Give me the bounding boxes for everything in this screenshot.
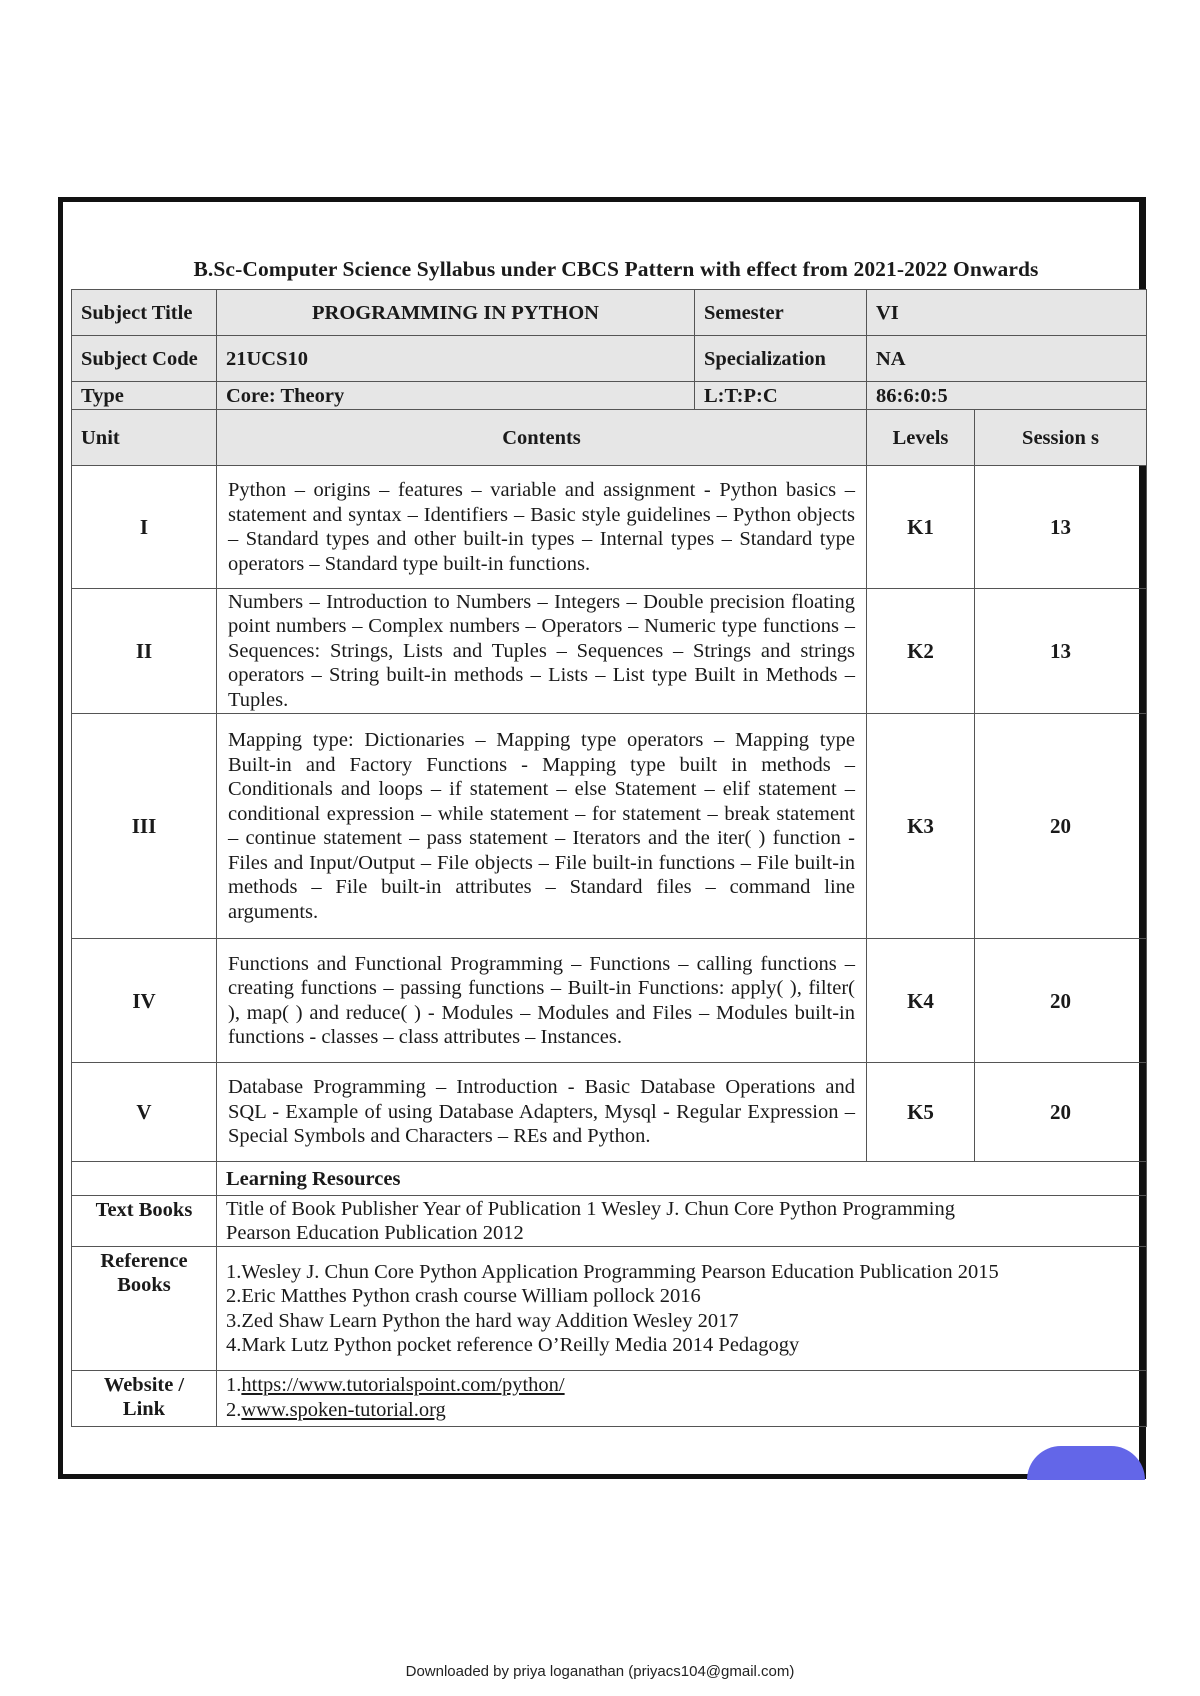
unit-row bbox=[72, 466, 1147, 589]
download-footer: Downloaded by priya loganathan (priyacs104@gmail.com) bbox=[405, 1663, 795, 1680]
ltpc-value: 86:6:0:5 bbox=[867, 382, 1147, 410]
subject-title-row bbox=[72, 290, 1147, 336]
website-link-item bbox=[226, 1373, 1137, 1398]
unit-contents: Numbers – Introduction to Numbers – Integers – Double precision floating point numbers – Complex numbers – Operators – Numeric type functions – Sequences: Strings, Lists and Tuples – Sequences – Strings and strings operators – String built-in methods – Lists – List type Built in Methods – Tuples. bbox=[217, 589, 867, 714]
website-label: Website / Link bbox=[72, 1371, 217, 1427]
unit-level: K5 bbox=[867, 1063, 975, 1162]
unit-sessions: 20 bbox=[975, 714, 1147, 939]
type-row bbox=[72, 382, 1147, 410]
unit-number: V bbox=[72, 1063, 217, 1162]
sessions-header: Session s bbox=[975, 410, 1147, 466]
subject-code-label: Subject Code bbox=[72, 336, 217, 382]
unit-number: II bbox=[72, 589, 217, 714]
unit-sessions: 20 bbox=[975, 939, 1147, 1063]
spoken-tutorial-link[interactable]: www.spoken-tutorial.org bbox=[241, 1398, 446, 1421]
website-row bbox=[72, 1371, 1147, 1427]
subject-title: PROGRAMMING IN PYTHON bbox=[217, 290, 695, 336]
decorative-blob bbox=[1027, 1446, 1145, 1480]
semester-label: Semester bbox=[695, 290, 867, 336]
text-books-label: Text Books bbox=[72, 1196, 217, 1247]
syllabus-frame bbox=[58, 197, 1146, 1479]
text-books-row bbox=[72, 1196, 1147, 1247]
reference-book-item: 1.Wesley J. Chun Core Python Application Programming Pearson Education Publication 2015 bbox=[226, 1260, 999, 1283]
ltpc-label: L:T:P:C bbox=[695, 382, 867, 410]
unit-row bbox=[72, 1063, 1147, 1162]
unit-number: III bbox=[72, 714, 217, 939]
subject-title-label: Subject Title bbox=[72, 290, 217, 336]
unit-sessions: 13 bbox=[975, 589, 1147, 714]
type-value: Core: Theory bbox=[217, 382, 695, 410]
unit-header: Unit bbox=[72, 410, 217, 466]
text-books-value bbox=[217, 1196, 1147, 1247]
contents-header: Contents bbox=[217, 410, 867, 466]
text-books-text: Title of Book Publisher Year of Publication 1 Wesley J. Chun Core Python Programming Pearson Education Publication 2012 bbox=[226, 1197, 955, 1244]
reference-books-label: Reference Books bbox=[72, 1247, 217, 1371]
unit-level: K4 bbox=[867, 939, 975, 1063]
syllabus-table bbox=[71, 289, 1147, 1427]
reference-book-item: 3.Zed Shaw Learn Python the hard way Addition Wesley 2017 bbox=[226, 1309, 739, 1332]
semester-value: VI bbox=[867, 290, 1147, 336]
reference-book-item: 4.Mark Lutz Python pocket reference O’Reilly Media 2014 Pedagogy bbox=[226, 1334, 800, 1356]
reference-book-item: 2.Eric Matthes Python crash course William pollock 2016 bbox=[226, 1285, 701, 1307]
unit-number: I bbox=[72, 466, 217, 589]
empty-cell bbox=[72, 1162, 217, 1196]
page-heading: B.Sc-Computer Science Syllabus under CBCS Pattern with effect from 2021-2022 Onwards bbox=[193, 257, 1039, 281]
subject-code-row bbox=[72, 336, 1147, 382]
website-prefix: 2. bbox=[226, 1398, 242, 1421]
reference-books-row bbox=[72, 1247, 1147, 1371]
unit-contents: Database Programming – Introduction - Basic Database Operations and SQL - Example of using Database Adapters, Mysql - Regular Expression – Special Symbols and Characters – REs and Python. bbox=[217, 1063, 867, 1162]
tutorialspoint-link[interactable]: https://www.tutorialspoint.com/python/ bbox=[241, 1374, 565, 1396]
unit-number: IV bbox=[72, 939, 217, 1063]
website-links bbox=[217, 1371, 1147, 1427]
unit-row bbox=[72, 589, 1147, 714]
learning-resources-row bbox=[72, 1162, 1147, 1196]
unit-level: K1 bbox=[867, 466, 975, 589]
unit-level: K2 bbox=[867, 589, 975, 714]
website-prefix: 1. bbox=[226, 1374, 242, 1396]
reference-books-list bbox=[217, 1247, 1147, 1371]
website-link-item bbox=[226, 1398, 1137, 1423]
specialization-value: NA bbox=[867, 336, 1147, 382]
contents-header-row bbox=[72, 410, 1147, 466]
levels-header: Levels bbox=[867, 410, 975, 466]
learning-resources-heading: Learning Resources bbox=[217, 1162, 1147, 1196]
unit-sessions: 20 bbox=[975, 1063, 1147, 1162]
unit-contents: Functions and Functional Programming – Functions – calling functions – creating functions – passing functions – Built-in Functions: apply( ), filter( ), map( ) and reduce( ) - Modules – Modules and Files – Modules built-in functions - classes – class attributes – Instances. bbox=[217, 939, 867, 1063]
unit-sessions: 13 bbox=[975, 466, 1147, 589]
unit-contents: Python – origins – features – variable and assignment - Python basics – statement and syntax – Identifiers – Basic style guidelines – Python objects – Standard types and other built-in types – Internal types – Standard type operators – Standard type built-in functions. bbox=[217, 466, 867, 589]
subject-code: 21UCS10 bbox=[217, 336, 695, 382]
unit-contents: Mapping type: Dictionaries – Mapping type operators – Mapping type Built-in and Factory Functions - Mapping type built in methods – Conditionals and loops – if statement – else Statement – elif statement – conditional expression – while statement – for statement – break statement – continue statement – pass statement – Iterators and the iter( ) function - Files and Input/Output – File objects – File built-in functions – File built-in methods – File built-in attributes – Standard files – command line arguments. bbox=[217, 714, 867, 939]
unit-row bbox=[72, 714, 1147, 939]
specialization-label: Specialization bbox=[695, 336, 867, 382]
unit-level: K3 bbox=[867, 714, 975, 939]
unit-row bbox=[72, 939, 1147, 1063]
type-label: Type bbox=[72, 382, 217, 410]
